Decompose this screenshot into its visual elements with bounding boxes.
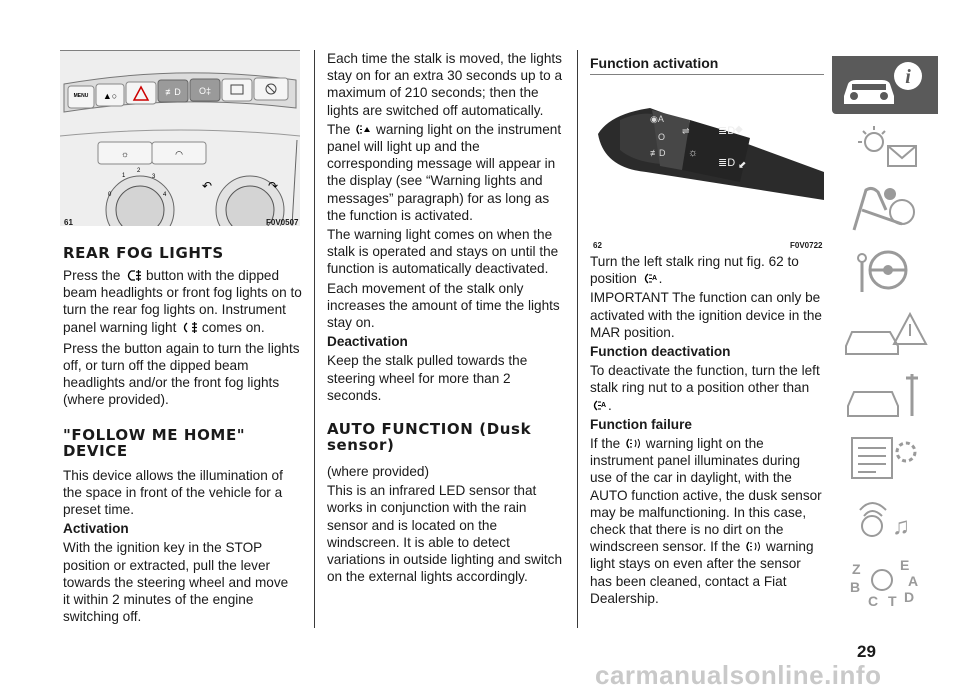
- index-letter-c: C: [868, 593, 879, 609]
- tab-technical-data[interactable]: [832, 428, 938, 486]
- menu-label: MENU: [73, 93, 89, 99]
- paragraph-stalk-1: Each time the stalk is moved, the lights stay on for an extra 30 seconds up to a maximum of 210 seconds; then the lights are switched off automatically.: [327, 51, 563, 118]
- heading-rear-fog-lights: REAR FOG LIGHTS: [63, 244, 224, 262]
- dial-number-1: 1: [122, 173, 126, 179]
- svg-text:≢D: ≢D: [650, 148, 666, 158]
- tab-dashboard-warning[interactable]: [832, 118, 938, 176]
- svg-text:O: O: [658, 132, 666, 142]
- svg-text:A: A: [651, 275, 657, 283]
- index-letter-a: A: [908, 573, 919, 589]
- tab-safety[interactable]: [832, 180, 938, 238]
- subheading-function-deactivation: Function deactivation: [590, 344, 731, 360]
- divider-2: [577, 50, 578, 628]
- index-letter-b: B: [850, 579, 861, 595]
- svg-text:O‡: O‡: [198, 86, 212, 96]
- rear-fog-text-a: Press the: [63, 268, 121, 283]
- follow-me-home-icon: [354, 123, 372, 136]
- figure-61-code: F0V0507: [266, 218, 299, 227]
- auto-light-warning-icon: [624, 437, 642, 450]
- maintenance-icon: [832, 366, 938, 424]
- figure-62-number: 62: [593, 241, 602, 250]
- divider-1: [314, 50, 315, 628]
- auto-position-icon: [641, 272, 659, 285]
- index-icon: [832, 552, 938, 610]
- svg-text:↶: ↶: [202, 179, 213, 193]
- subheading-activation: Activation: [63, 521, 129, 537]
- figure-61-number: 61: [64, 218, 73, 227]
- activation-text-a: Turn the left stalk ring nut fig. 62 to position: [590, 254, 799, 287]
- subheading-function-failure: Function failure: [590, 416, 692, 432]
- heading-auto-function: AUTO FUNCTION (Dusk sensor): [327, 420, 532, 455]
- dial-number-0: 0: [108, 192, 112, 198]
- svg-text:☼: ☼: [688, 147, 699, 159]
- paragraph-auto-2: This is an infrared LED sensor that works in conjunction with the rain sensor and is located on the windscreen. It is able to detect variations in outside lighting and switch on the external lights accordingly.: [327, 483, 563, 585]
- safety-airbag-icon: [832, 180, 938, 238]
- paragraph-follow-me-1: This device allows the illumination of the space in front of the vehicle for a preset time.: [63, 467, 283, 518]
- svg-text:i: i: [905, 66, 911, 88]
- svg-text:≣D: ≣D: [718, 157, 736, 169]
- paragraph-stalk-4: Each movement of the stalk only increases the amount of time the lights stay on.: [327, 280, 560, 331]
- index-letter-z: Z: [852, 561, 861, 577]
- tab-car-info[interactable]: [832, 56, 938, 114]
- svg-text:☼: ☼: [120, 149, 130, 159]
- paragraph-deactivation: [590, 362, 824, 414]
- svg-text:≣D: ≣D: [718, 125, 736, 137]
- svg-text:≢D: ≢D: [165, 87, 181, 97]
- subheading-deactivation: Deactivation: [327, 334, 408, 350]
- failure-text-a: If the: [590, 436, 621, 452]
- auto-position-icon-2: [590, 399, 608, 412]
- paragraph-stalk-2: [327, 121, 567, 224]
- svg-text:A: A: [601, 401, 607, 409]
- paragraph-failure: [590, 435, 824, 607]
- watermark: carmanualsonline.info: [595, 660, 882, 690]
- failure-text-b: warning light on the instrument panel illuminates during use of the car in daylight, with the AUTO function active, the dusk sensor may be malfunctioning. In this case, check that there is no dirt on the windscreen sensor. If the: [590, 436, 822, 555]
- column-1-text: [63, 245, 303, 627]
- dial-number-3: 3: [152, 174, 156, 180]
- page-number: 29: [857, 642, 876, 661]
- tab-multimedia[interactable]: [832, 490, 938, 548]
- paragraph-stalk-5: Keep the stalk pulled towards the steering wheel for more than 2 seconds.: [327, 353, 528, 403]
- dial-number-4: 4: [163, 192, 167, 198]
- figure-62-code: F0V0722: [790, 241, 823, 250]
- failure-text-c: warning light stays on even after the sensor has been cleaned, contact a Fiat Dealership.: [590, 539, 814, 606]
- tab-index[interactable]: [832, 552, 938, 610]
- stalk-text-a: The: [327, 121, 351, 137]
- paragraph-follow-me-2: With the ignition key in the STOP position or extracted, pull the lever towards the steering wheel and move it within 2 minutes of the engine switching off.: [63, 540, 289, 625]
- paragraph-auto-1: (where provided): [327, 464, 429, 480]
- dashboard-warning-icon: [832, 118, 938, 176]
- svg-text:↷: ↷: [268, 179, 279, 193]
- paragraph-rear-fog-2: Press the button again to turn the lights off, or turn off the dipped beam headlights and/or the front fog lights (where provided).: [63, 340, 300, 408]
- emergency-icon: [832, 304, 938, 362]
- deactivation-text-end: .: [608, 397, 612, 413]
- svg-text:⬋: ⬋: [738, 160, 747, 171]
- paragraph-activation-1: [590, 253, 824, 287]
- technical-data-icon: [832, 428, 938, 486]
- heading-follow-me-home: "FOLLOW ME HOME" DEVICE: [63, 425, 246, 460]
- rear-fog-icon: [124, 269, 142, 282]
- multimedia-icon: [832, 490, 938, 548]
- steering-key-icon: [832, 242, 938, 300]
- heading-function-activation: Function activation: [590, 55, 719, 71]
- svg-text:◆: ◆: [735, 124, 743, 135]
- paragraph-stalk-3: The warning light comes on when the stalk is operated and stays on until the function is automatically deactivated.: [327, 227, 559, 277]
- rear-fog-warning-icon: [180, 321, 198, 334]
- car-info-icon: [832, 56, 938, 114]
- index-letter-t: T: [888, 593, 897, 609]
- paragraph-rear-fog-1: [63, 267, 303, 336]
- svg-text:◉A: ◉A: [650, 114, 664, 124]
- paragraph-activation-2: IMPORTANT The function can only be activated with the ignition device in the MAR position.: [590, 290, 822, 340]
- column-2-text: [327, 50, 567, 587]
- svg-text:⇌: ⇌: [682, 126, 690, 136]
- tab-starting-driving[interactable]: [832, 242, 938, 300]
- figure-62-stalk: [590, 74, 824, 238]
- column-3-text: [590, 253, 824, 609]
- activation-text-b: .: [658, 271, 663, 287]
- deactivation-text: To deactivate the function, turn the left stalk ring nut to a position other than: [590, 363, 820, 396]
- auto-light-warning-icon-2: [744, 540, 762, 553]
- svg-text:▲○: ▲○: [102, 91, 118, 101]
- stalk-text-b: warning light on the instrument panel will light up and the corresponding message will appear in the display (see “Warning lights and messages” paragraph) for as long as the function is activated.: [327, 121, 562, 223]
- tab-maintenance[interactable]: [832, 366, 938, 424]
- index-letter-e: E: [900, 557, 910, 573]
- dial-number-2: 2: [137, 168, 141, 174]
- figure-61-dashboard: [60, 50, 300, 226]
- rear-fog-text-c: comes on.: [201, 319, 265, 335]
- tab-emergency[interactable]: [832, 304, 938, 362]
- svg-text:◠: ◠: [175, 149, 183, 159]
- svg-text:♫: ♫: [892, 513, 910, 540]
- rear-fog-text-b: button with the dipped beam headlights or front fog lights on to turn the rear fog lights on. Instrument panel warning light: [63, 268, 302, 335]
- function-activation-heading-block: [590, 55, 824, 74]
- index-letter-d: D: [904, 589, 915, 605]
